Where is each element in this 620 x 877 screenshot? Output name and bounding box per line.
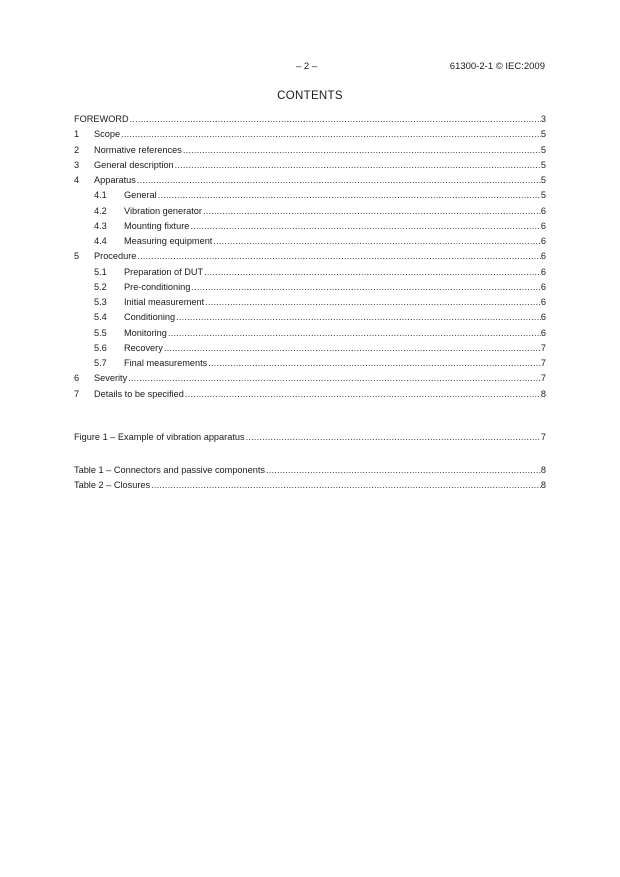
toc-entry[interactable] (74, 220, 546, 235)
toc-dot-leader (182, 144, 541, 156)
toc-dot-leader (204, 296, 541, 308)
toc-entry-number: 5.2 (94, 281, 107, 292)
toc-entry-page: 6 (540, 205, 546, 216)
toc-entry[interactable] (74, 250, 546, 265)
toc-entry-page: 8 (540, 465, 546, 475)
toc-entry-page: 6 (540, 281, 546, 292)
toc-entry-number: 5 (74, 251, 80, 262)
toc-dot-leader (184, 388, 541, 400)
toc-entry-title: Initial measurement (124, 297, 205, 307)
toc-entry-number: 5.3 (94, 297, 107, 307)
toc-dot-leader (150, 479, 541, 491)
toc-entry-title: Conditioning (124, 312, 176, 323)
toc-entry-number: 1 (74, 129, 80, 140)
toc-entry-title: Pre-conditioning (124, 281, 191, 292)
toc-entry-number: 5.1 (94, 266, 107, 277)
toc-entry[interactable] (74, 479, 546, 494)
toc-entry-title: Table 2 – Closures (74, 480, 151, 491)
toc-entry[interactable] (74, 159, 546, 174)
toc-dot-leader (189, 220, 541, 232)
toc-entry-number: 5.4 (94, 312, 107, 323)
toc-dot-leader (174, 159, 541, 171)
toc-dot-leader (265, 464, 541, 476)
toc-entry-number: 5.6 (94, 342, 107, 353)
toc-entry-page: 5 (540, 129, 546, 140)
toc-entry-page: 5 (540, 190, 546, 201)
toc-entry-page: 6 (540, 327, 546, 338)
toc-entry-number: 2 (74, 144, 80, 155)
toc-dot-leader (127, 372, 541, 384)
toc-dot-leader (136, 250, 540, 262)
toc-entry-page: 6 (540, 312, 546, 323)
toc-entry[interactable] (74, 357, 546, 372)
toc-entry[interactable] (74, 235, 546, 250)
toc-entry-title: Preparation of DUT (124, 266, 204, 277)
toc-entry-page: 3 (540, 114, 546, 124)
toc-entry-title: Table 1 – Connectors and passive components (74, 465, 266, 475)
toc-entry-title: Vibration generator (124, 205, 202, 216)
toc-entry[interactable] (74, 311, 546, 326)
toc-entry[interactable] (74, 189, 546, 204)
toc-dot-leader (175, 311, 541, 323)
toc-dot-leader (167, 327, 541, 339)
toc-entry-title: Procedure (94, 251, 137, 262)
toc-entry[interactable] (74, 388, 546, 403)
document-reference: 61300-2-1 © IEC:2009 (449, 61, 545, 72)
toc-entry[interactable] (74, 128, 546, 143)
toc-entry-number: 4.1 (94, 190, 107, 201)
toc-entry[interactable] (74, 205, 546, 220)
toc-entry[interactable] (74, 174, 546, 189)
toc-entry-title: FOREWORD (74, 114, 129, 124)
toc-entry[interactable] (74, 372, 546, 387)
toc-entry[interactable] (74, 342, 546, 357)
toc-dot-leader (129, 113, 541, 125)
toc-dot-leader (190, 281, 540, 293)
toc-entry-number: 4.2 (94, 205, 107, 216)
toc-entry-page: 6 (540, 251, 546, 262)
toc-dot-leader (245, 431, 541, 443)
toc-dot-leader (120, 128, 541, 140)
toc-entry-title: Figure 1 – Example of vibration apparatus (74, 432, 245, 442)
toc-entry-page: 6 (540, 236, 546, 246)
toc-entry-number: 5.5 (94, 327, 107, 338)
toc-entry-page: 5 (540, 175, 546, 185)
toc-entry-page: 7 (540, 373, 546, 384)
toc-entry[interactable] (74, 144, 546, 159)
toc-entry-title: General (124, 190, 157, 201)
toc-entry-number: 7 (74, 388, 80, 399)
toc-entry-number: 5.7 (94, 358, 107, 368)
toc-dot-leader (136, 174, 541, 186)
toc-entry-title: Final measurements (124, 358, 208, 368)
toc-entry-number: 3 (74, 159, 80, 170)
toc-entry-page: 7 (540, 432, 546, 442)
table-of-contents (74, 113, 546, 403)
toc-dot-leader (212, 235, 541, 247)
toc-entry[interactable] (74, 113, 546, 128)
toc-entry-page: 7 (540, 342, 546, 353)
toc-entry-page: 6 (540, 297, 546, 307)
list-of-tables (74, 464, 546, 495)
toc-entry[interactable] (74, 266, 546, 281)
toc-dot-leader (202, 205, 541, 217)
toc-entry-title: Scope (94, 129, 121, 140)
page-header (0, 61, 620, 75)
toc-entry-page: 6 (540, 266, 546, 277)
toc-entry-title: Mounting fixture (124, 220, 190, 231)
toc-entry-page: 8 (540, 388, 546, 399)
toc-entry-number: 4 (74, 175, 80, 185)
toc-entry-title: Recovery (124, 342, 163, 353)
page-number: – 2 – (296, 61, 318, 72)
toc-entry-title: Details to be specified (94, 388, 184, 399)
list-of-figures (74, 431, 546, 446)
toc-entry[interactable] (74, 464, 546, 479)
toc-entry-number: 4.3 (94, 220, 107, 231)
toc-entry-page: 6 (540, 220, 546, 231)
toc-entry-number: 4.4 (94, 236, 107, 246)
toc-dot-leader (157, 189, 541, 201)
toc-entry-page: 5 (540, 144, 546, 155)
toc-dot-leader (163, 342, 541, 354)
toc-entry-page: 5 (540, 159, 546, 170)
contents-title: CONTENTS (277, 90, 343, 102)
toc-entry-title: Measuring equipment (124, 236, 213, 246)
toc-entry[interactable] (74, 296, 546, 311)
toc-dot-leader (203, 266, 541, 278)
toc-entry[interactable] (74, 281, 546, 296)
toc-entry-title: Severity (94, 373, 128, 384)
toc-entry-title: Apparatus (94, 175, 136, 185)
toc-entry-page: 8 (540, 480, 546, 491)
toc-entry-title: General description (94, 159, 174, 170)
toc-dot-leader (207, 357, 541, 369)
toc-entry-title: Normative references (94, 144, 182, 155)
toc-entry[interactable] (74, 431, 546, 446)
toc-entry-title: Monitoring (124, 327, 167, 338)
toc-entry[interactable] (74, 327, 546, 342)
toc-entry-page: 7 (540, 358, 546, 368)
toc-entry-number: 6 (74, 373, 80, 384)
